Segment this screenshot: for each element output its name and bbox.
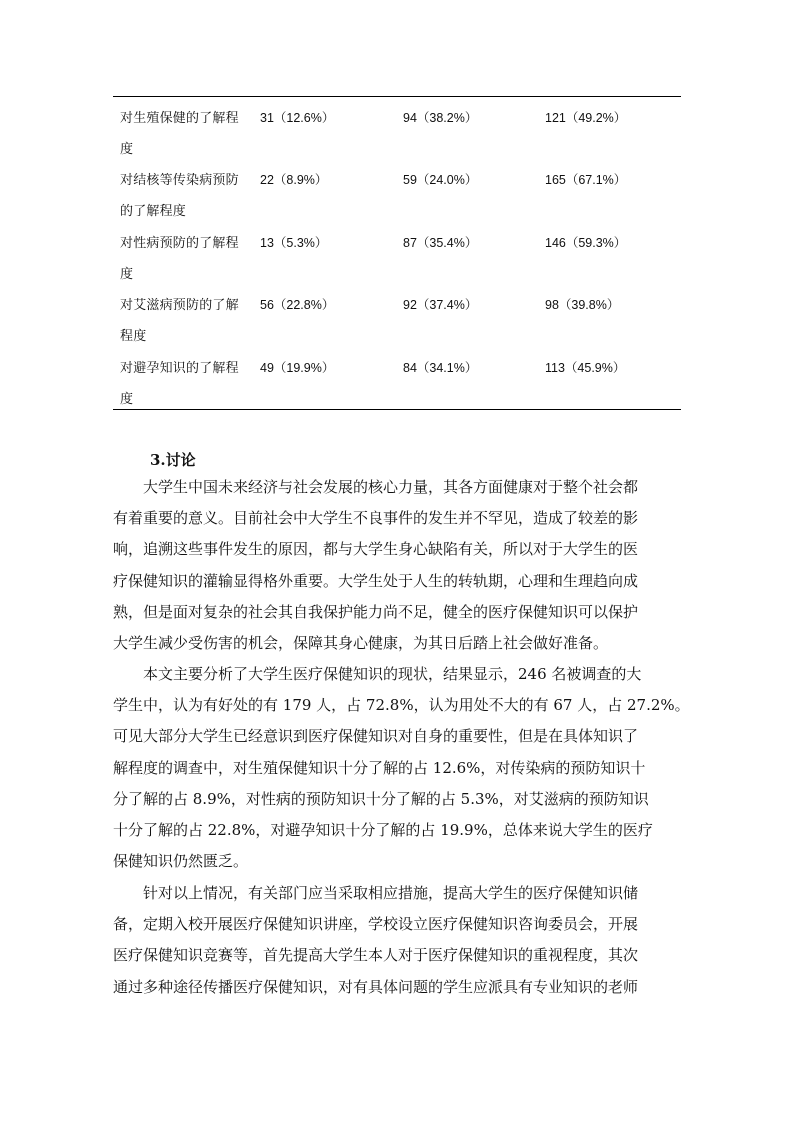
cell-mid: 59（24.0%） [403, 173, 478, 188]
cell-mid: 87（35.4%） [403, 235, 478, 250]
row-label-line: 对结核等传染病预防 [120, 173, 239, 189]
paragraph-line: 大学生中国未来经济与社会发展的核心力量，其各方面健康对于整个社会都 [143, 478, 639, 496]
row-label [120, 165, 258, 227]
paragraph-line: 备，定期入校开展医疗保健知识讲座，学校设立医疗保健知识咨询委员会，开展 [113, 915, 639, 934]
paragraph-line: 响，追溯这些事件发生的原因，都与大学生身心缺陷有关，所以对于大学生的医 [113, 540, 639, 559]
cell-mid: 94（38.2%） [403, 111, 478, 125]
row-label-line: 对生殖保健的了解程 [120, 111, 239, 126]
row-label [120, 228, 258, 290]
paragraph-line: 有着重要的意义。目前社会中大学生不良事件的发生并不罕见，造成了较差的影 [113, 509, 639, 528]
paragraph-line: 大学生减少受伤害的机会，保障其身心健康，为其日后踏上社会做好准备。 [113, 633, 609, 652]
paragraph [113, 659, 690, 877]
paragraph-line: 学生中，认为有好处的有 179 人，占 72.8%，认为用处不大的有 67 人，占 27.2%。 [113, 696, 690, 715]
cell-high: 165（67.1%） [545, 173, 627, 188]
paragraph-line: 分了解的占 8.9%，对性病的预防知识十分了解的占 5.3%，对艾滋病的预防知识 [113, 789, 649, 808]
paragraph-line: 本文主要分析了大学生医疗保健知识的现状，结果显示，246 名被调查的大 [143, 665, 642, 683]
cell-low: 13（5.3%） [260, 235, 328, 250]
row-label-line: 程度 [120, 329, 147, 345]
cell-high: 121（49.2%） [545, 111, 627, 125]
row-label-line: 对避孕知识的了解程 [120, 360, 239, 376]
table-row [113, 284, 681, 346]
cell-high: 113（45.9%） [545, 360, 626, 375]
paragraph [113, 878, 681, 1003]
paragraph-line: 医疗保健知识竞赛等，首先提高大学生本人对于医疗保健知识的重视程度，其次 [113, 946, 639, 965]
paragraph-line: 熟，但是面对复杂的社会其自我保护能力尚不足，健全的医疗保健知识可以保护 [113, 602, 639, 621]
table-row [113, 347, 681, 409]
paragraph [113, 472, 681, 659]
cell-low: 31（12.6%） [260, 111, 335, 125]
cell-low: 22（8.9%） [260, 173, 328, 188]
row-label-line: 度 [120, 266, 134, 282]
paragraph-line: 可见大部分大学生已经意识到医疗保健知识对自身的重要性，但是在具体知识了 [113, 727, 639, 746]
cell-high: 98（39.8%） [545, 298, 620, 313]
row-label [120, 103, 258, 165]
cell-mid: 92（37.4%） [403, 298, 478, 313]
row-label-line: 度 [120, 142, 134, 157]
cell-high: 146（59.3%） [545, 235, 627, 250]
paragraph-line: 针对以上情况，有关部门应当采取相应措施，提高大学生的医疗保健知识储 [143, 884, 639, 902]
table-row [113, 97, 681, 159]
paragraph-line: 十分了解的占 22.8%，对避孕知识十分了解的占 19.9%，总体来说大学生的医疗 [113, 820, 653, 839]
section-heading: 3.讨论 [150, 451, 196, 469]
paragraph-line: 保健知识仍然匮乏。 [113, 852, 249, 871]
row-label [120, 290, 258, 352]
row-label [120, 353, 258, 415]
row-label-line: 的了解程度 [120, 204, 187, 220]
paragraph-line: 解程度的调查中，对生殖保健知识十分了解的占 12.6%，对传染病的预防知识十 [113, 758, 646, 777]
row-label-line: 对艾滋病预防的了解 [120, 298, 239, 314]
table-row [113, 159, 681, 221]
knowledge-table [113, 96, 681, 410]
cell-mid: 84（34.1%） [403, 360, 478, 375]
row-label-line: 对性病预防的了解程 [120, 235, 239, 251]
cell-low: 56（22.8%） [260, 298, 335, 313]
row-label-line: 度 [120, 391, 134, 407]
paragraph-line: 疗保健知识的灌输显得格外重要。大学生处于人生的转轨期，心理和生理趋向成 [113, 571, 639, 590]
cell-low: 49（19.9%） [260, 360, 335, 375]
paragraph-line: 通过多种途径传播医疗保健知识，对有具体问题的学生应派具有专业知识的老师 [113, 977, 639, 996]
table-row [113, 222, 681, 284]
